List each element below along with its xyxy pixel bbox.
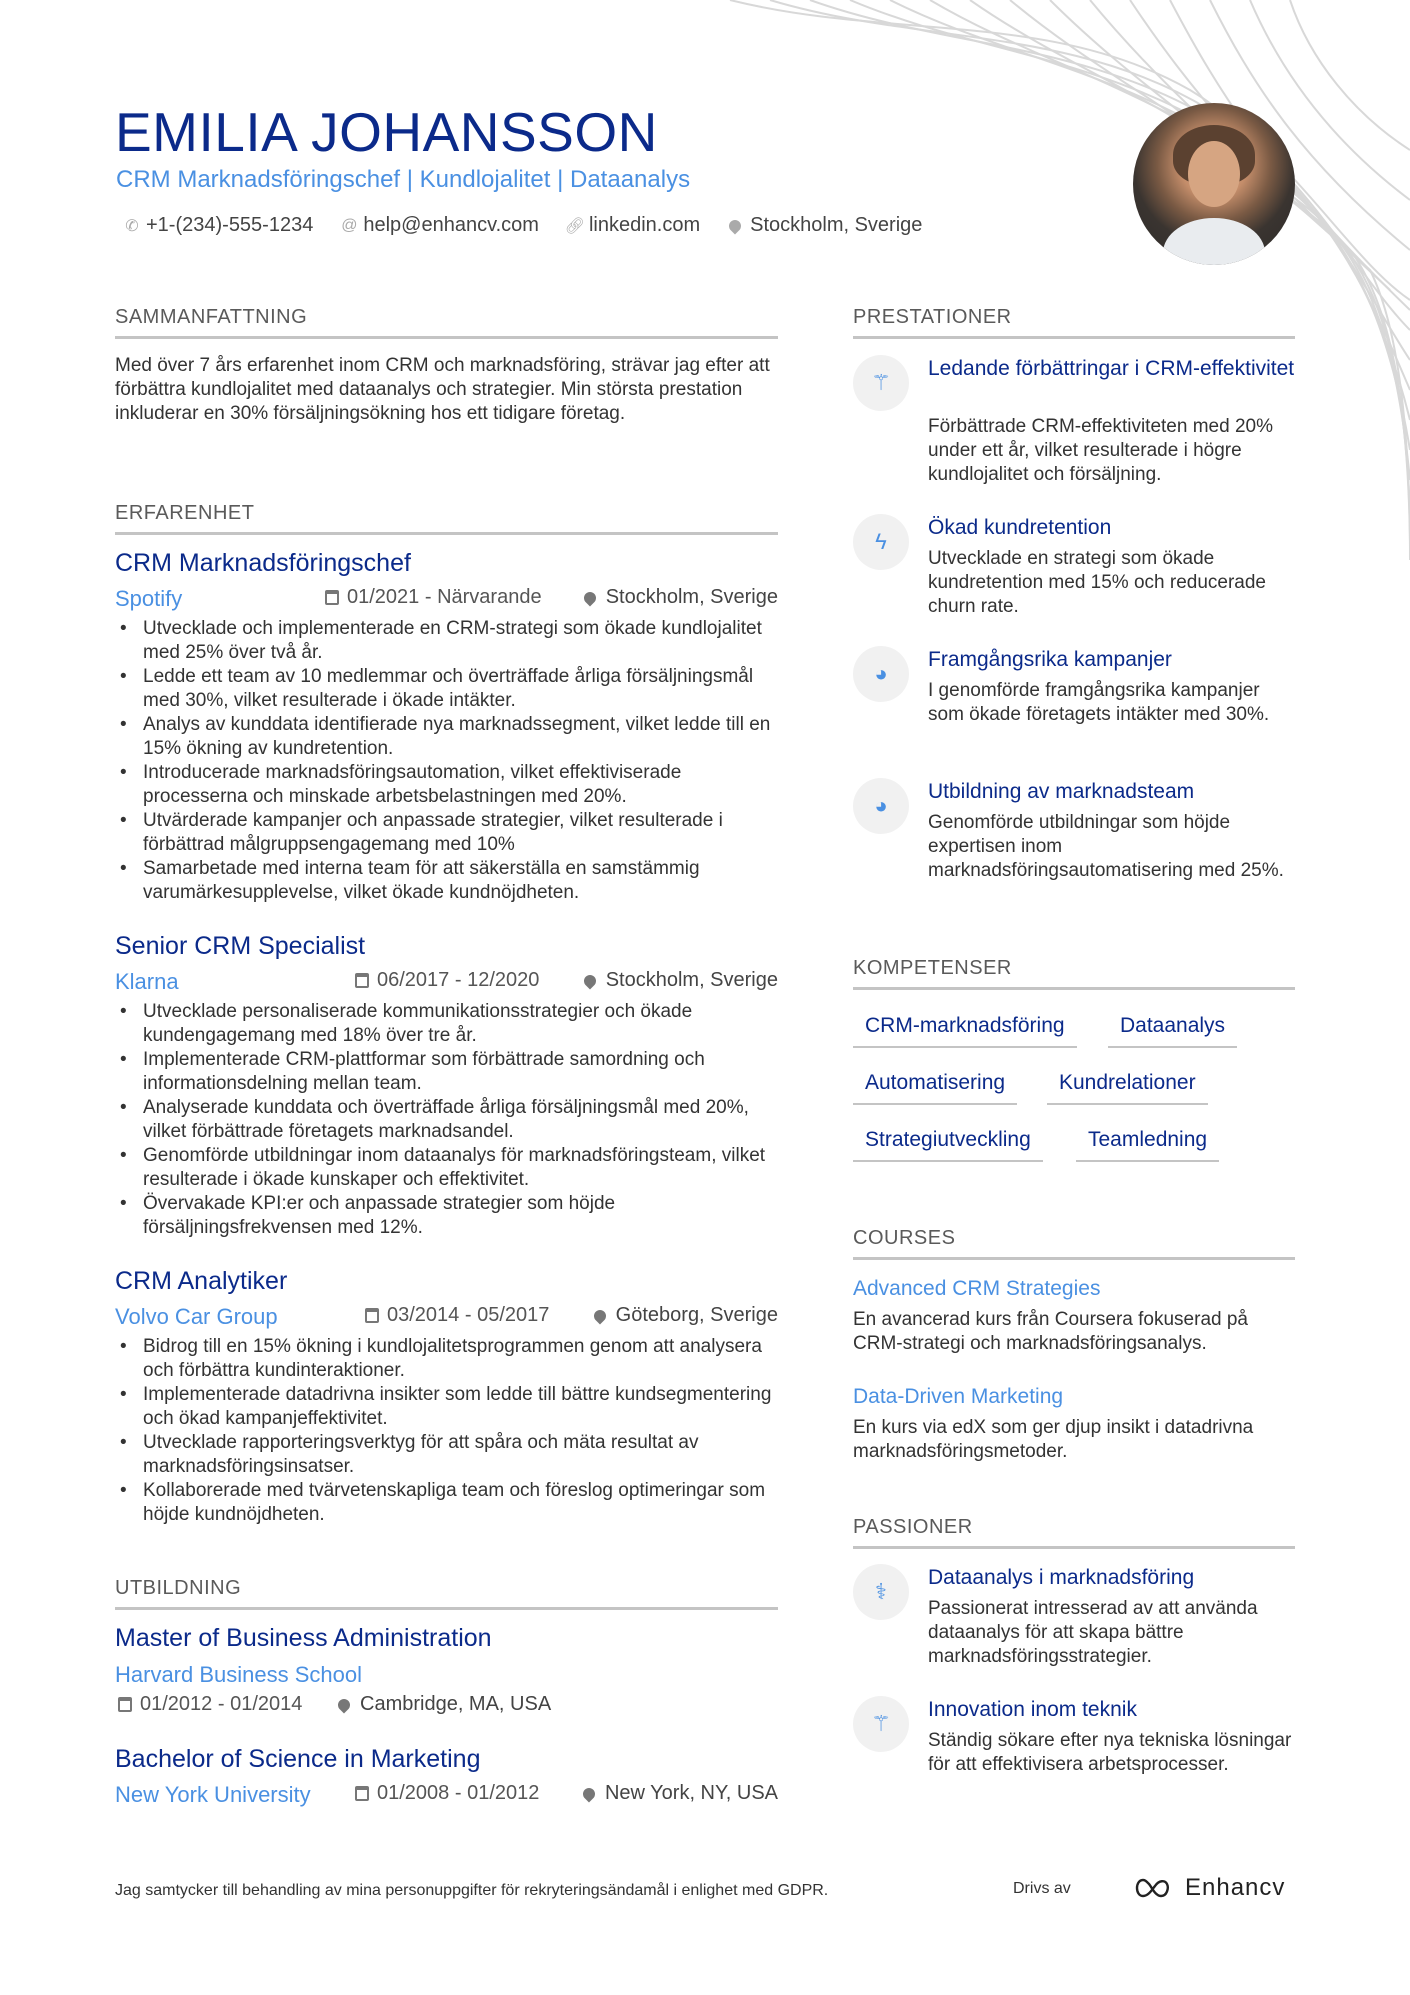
list-item: • Utvecklade och implementerade en CRM-strategi som ökade kundlojalitet med 25% över två år. — [115, 617, 778, 665]
location-pin-icon — [581, 972, 598, 989]
job-dates: 03/2014 - 05/2017 — [365, 1304, 549, 1327]
list-item: • Implementerade datadrivna insikter som ledde till bättre kundsegmentering och ökad kampanjeffektivitet. — [115, 1383, 778, 1431]
list-item: • Samarbetade med interna team för att säkerställa en samstämmig varumärkesupplevelse, vilket ökade kundnöjdheten. — [115, 857, 778, 905]
magic-wand-icon: ⚕ — [853, 1564, 909, 1620]
course-desc: En avancerad kurs från Coursera fokuserad på CRM-strategi och marknadsföringsanalys. — [853, 1309, 1248, 1354]
job-dates: 06/2017 - 12/2020 — [355, 969, 539, 992]
calendar-icon — [325, 590, 339, 605]
infinity-logo-icon — [1131, 1876, 1177, 1900]
job-title: Senior CRM Specialist — [115, 932, 366, 960]
list-item: • Utvecklade personaliserade kommunikationsstrategier och ökade kundengagemang med 18% över tre år. — [115, 1000, 778, 1048]
skill-tag: CRM-marknadsföring — [853, 1014, 1077, 1048]
phone-text: +1-(234)-555-1234 — [146, 214, 314, 236]
achievement-title: Utbildning av marknadsteam — [928, 780, 1195, 803]
website-text: linkedin.com — [588, 214, 701, 236]
section-title-education: UTBILDNING — [115, 1577, 778, 1610]
passion-desc: Ständig sökare efter nya tekniska lösningar för att effektivisera arbetsprocesser. — [928, 1730, 1292, 1775]
job-location: Stockholm, Sverige — [584, 969, 778, 992]
achievement-title: Ökad kundretention — [928, 516, 1112, 539]
list-item: • Bidrog till en 15% ökning i kundlojalitetsprogrammen genom att analysera och förbättra kundinteraktioner. — [115, 1335, 778, 1383]
profile-photo — [1133, 103, 1295, 265]
link-icon: 🔗︎ — [564, 217, 586, 235]
job-location: Stockholm, Sverige — [584, 586, 778, 609]
wand-icon: ⚚ — [853, 355, 909, 411]
calendar-icon — [355, 973, 369, 988]
list-item: • Analyserade kunddata och överträffade årliga försäljningsmål med 20%, vilket förbättrade företagets marknadsandel. — [115, 1096, 778, 1144]
job-bullets — [115, 1000, 778, 1240]
calendar-icon — [118, 1697, 132, 1712]
candidate-headline: CRM Marknadsföringschef | Kundlojalitet | Dataanalys — [116, 166, 691, 193]
section-title-achievements: PRESTATIONER — [853, 306, 1295, 339]
education-degree: Master of Business Administration — [115, 1624, 492, 1652]
job-dates: 01/2021 - Närvarande — [325, 586, 542, 609]
education-dates: 01/2008 - 01/2012 — [355, 1782, 539, 1805]
course-title: Data-Driven Marketing — [853, 1385, 1064, 1408]
location-pin-icon — [728, 220, 744, 232]
contact-location — [728, 214, 922, 237]
passion-desc: Passionerat intresserad av att använda dataanalys för att skapa bättre marknadsföringsstrategier. — [928, 1598, 1258, 1667]
passion-title: Dataanalys i marknadsföring — [928, 1566, 1195, 1589]
section-title-experience: ERFARENHET — [115, 502, 778, 535]
list-item: • Genomförde utbildningar inom dataanalys för marknadsföringsteam, vilket resulterade i ökade kunskaper och effektivitet. — [115, 1144, 778, 1192]
section-title-passions: PASSIONER — [853, 1516, 1295, 1549]
candidate-name: EMILIA JOHANSSON — [115, 101, 658, 163]
contact-email[interactable] — [341, 214, 539, 237]
list-item: • Övervakade KPI:er och anpassade strategier som höjde försäljningsfrekvensen med 12%. — [115, 1192, 778, 1240]
job-bullets — [115, 1335, 778, 1527]
education-degree: Bachelor of Science in Marketing — [115, 1745, 481, 1773]
skill-tag: Dataanalys — [1108, 1014, 1237, 1048]
contact-phone[interactable] — [124, 214, 313, 237]
skill-tag: Teamledning — [1076, 1128, 1219, 1162]
list-item: • Analys av kunddata identifierade nya marknadssegment, vilket ledde till en 15% ökning av kundretention. — [115, 713, 778, 761]
calendar-icon — [355, 1786, 369, 1801]
phone-icon: ✆ — [125, 217, 139, 235]
education-school: Harvard Business School — [115, 1662, 363, 1687]
education-meta — [115, 1782, 778, 1810]
education-location: Cambridge, MA, USA — [338, 1693, 551, 1716]
section-title-skills: KOMPETENSER — [853, 957, 1295, 990]
wand-icon: ⚚ — [853, 1696, 909, 1752]
section-title-summary: SAMMANFATTNING — [115, 306, 778, 339]
skill-tag: Kundrelationer — [1047, 1071, 1208, 1105]
list-item: • Ledde ett team av 10 medlemmar och överträffade årliga försäljningsmål med 30%, vilket resulterade i ökade intäkter. — [115, 665, 778, 713]
job-bullets — [115, 617, 778, 905]
section-title-courses: COURSES — [853, 1227, 1295, 1260]
at-icon: @ — [341, 216, 358, 234]
location-pin-icon — [580, 1785, 597, 1802]
location-pin-icon — [581, 589, 598, 606]
achievement-desc: Utvecklade en strategi som ökade kundretention med 15% och reducerade churn rate. — [928, 548, 1267, 617]
job-company: Spotify — [115, 586, 183, 611]
job-company: Volvo Car Group — [115, 1304, 278, 1329]
achievement-desc: Genomförde utbildningar som höjde expertisen inom marknadsföringsautomatisering med 25%. — [928, 812, 1284, 881]
job-title: CRM Marknadsföringschef — [115, 549, 411, 577]
job-location: Göteborg, Sverige — [594, 1304, 778, 1327]
calendar-icon — [365, 1308, 379, 1323]
summary-text: Med över 7 års erfarenhet inom CRM och marknadsföring, strävar jag efter att förbättra kundlojalitet med dataanalys och strategier. Min största prestation inkluderar en 30% försäljningsökning hos ett tidigare företag. — [115, 355, 770, 424]
course-desc: En kurs via edX som ger djup insikt i datadrivna marknadsföringsmetoder. — [853, 1417, 1254, 1462]
list-item: • Utvärderade kampanjer och anpassade strategier, vilket resulterade i förbättrad målgruppsengagemang med 10% — [115, 809, 778, 857]
gdpr-consent: Jag samtycker till behandling av mina personuppgifter för rekryteringsändamål i enlighet med GDPR. — [115, 1882, 829, 1899]
education-dates: 01/2012 - 01/2014 — [118, 1693, 302, 1716]
list-item: • Kollaborerade med tvärvetenskapliga team och föreslog optimeringar som höjde kundnöjdheten. — [115, 1479, 778, 1527]
list-item: • Implementerade CRM-plattformar som förbättrade samordning och informationsdelning mellan team. — [115, 1048, 778, 1096]
job-company: Klarna — [115, 969, 179, 994]
location-pin-icon — [336, 1696, 353, 1713]
contact-row — [124, 214, 922, 237]
job-title: CRM Analytiker — [115, 1267, 288, 1295]
job-meta — [115, 1304, 778, 1332]
bolt-icon: ϟ — [853, 514, 909, 570]
enhancv-logo[interactable] — [1131, 1874, 1285, 1902]
head-icon: ◕ — [853, 646, 909, 702]
course-title: Advanced CRM Strategies — [853, 1277, 1101, 1300]
job-meta — [115, 586, 778, 614]
location-text: Stockholm, Sverige — [750, 214, 923, 236]
list-item: • Utvecklade rapporteringsverktyg för att spåra och mäta resultat av marknadsföringsinsatser. — [115, 1431, 778, 1479]
achievement-desc: Förbättrade CRM-effektiviteten med 20% under ett år, vilket resulterade i högre kundlojalitet och försäljning. — [928, 416, 1273, 485]
achievement-desc: I genomförde framgångsrika kampanjer som ökade företagets intäkter med 30%. — [928, 680, 1270, 725]
brand-name: Enhancv — [1185, 1874, 1286, 1901]
achievement-title: Ledande förbättringar i CRM-effektivitet — [928, 357, 1295, 380]
location-pin-icon — [591, 1307, 608, 1324]
job-meta — [115, 969, 778, 997]
passion-title: Innovation inom teknik — [928, 1698, 1137, 1721]
list-item: • Introducerade marknadsföringsautomation, vilket effektiviserade processerna och minskade arbetsbelastningen med 20%. — [115, 761, 778, 809]
education-location: New York, NY, USA — [583, 1782, 778, 1805]
achievement-title: Framgångsrika kampanjer — [928, 648, 1172, 671]
skill-tag: Strategiutveckling — [853, 1128, 1043, 1162]
education-school: New York University — [115, 1782, 311, 1807]
powered-by-label: Drivs av — [1013, 1880, 1071, 1897]
education-meta — [115, 1693, 778, 1721]
contact-website[interactable] — [564, 214, 701, 237]
head-icon: ◕ — [853, 778, 909, 834]
skill-tag: Automatisering — [853, 1071, 1017, 1105]
email-text: help@enhancv.com — [363, 214, 539, 236]
